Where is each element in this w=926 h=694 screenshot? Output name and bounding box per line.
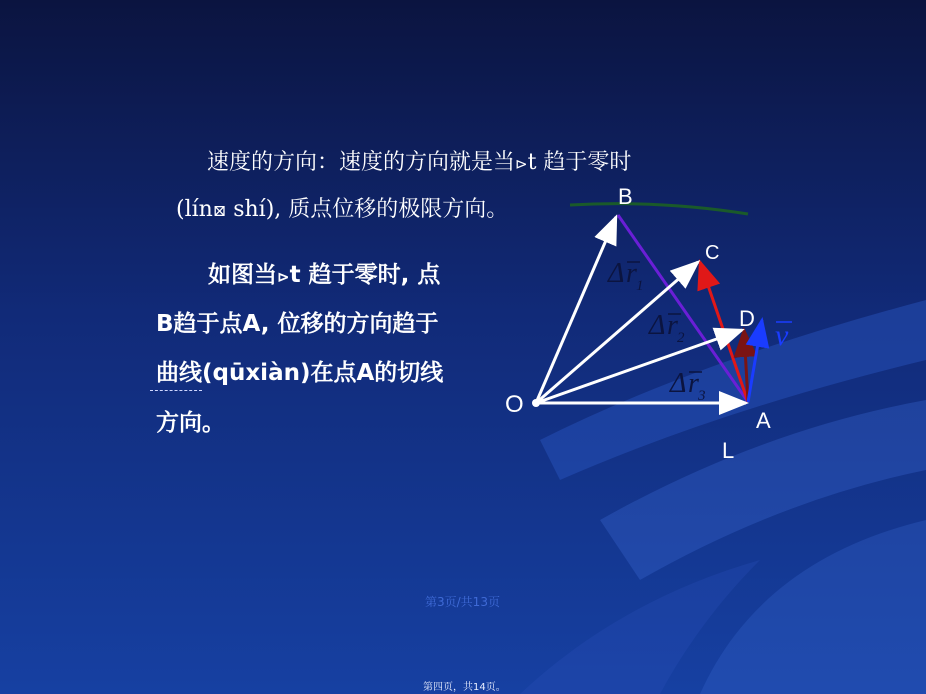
svg-text:r: r <box>688 368 699 399</box>
page-indicator: 第四页，共14页。 <box>423 682 506 693</box>
para2-line2: B趋于点A, 位移的方向趋于 <box>156 311 439 337</box>
svg-text:2: 2 <box>677 330 685 346</box>
svg-text:Δ: Δ <box>608 258 625 289</box>
svg-text:r: r <box>667 310 678 341</box>
svg-text:Δ: Δ <box>670 368 687 399</box>
para1-line1: 速度的方向：速度的方向就是当⊳t 趋于零时 <box>207 150 632 175</box>
label-delta-r1 <box>607 258 644 294</box>
origin-point <box>532 399 540 407</box>
vector-OB <box>536 217 616 403</box>
para2-line1: 如图当⊳t 趋于零时, 点 <box>208 262 441 288</box>
label-B: B <box>618 184 633 209</box>
svg-text:3: 3 <box>698 388 706 404</box>
page-indicator-faint: 第3页/共13页 <box>425 595 500 609</box>
svg-text:Δ: Δ <box>649 310 666 341</box>
label-velocity <box>775 319 792 352</box>
delta-glyph: ⊳ <box>515 155 528 173</box>
para2-line3: 曲线(qūxiàn)在点A的切线 <box>156 360 444 386</box>
label-C: C <box>705 242 720 264</box>
velocity-vector <box>748 320 762 402</box>
label-O: O <box>505 391 524 418</box>
vector-OD <box>536 330 742 403</box>
para1-line2: (lín⊠ shí), 质点位移的极限方向。 <box>176 197 509 222</box>
missing-glyph: ⊠ <box>212 201 227 220</box>
para2-line4: 方向。 <box>156 410 225 436</box>
trajectory-curve <box>570 204 748 214</box>
label-A: A <box>756 408 771 433</box>
label-delta-r3 <box>669 368 706 404</box>
delta-glyph: ⊳ <box>277 268 290 286</box>
svg-text:r: r <box>626 258 637 289</box>
label-L: L <box>722 438 735 463</box>
label-delta-r2 <box>648 310 685 346</box>
svg-text:v: v <box>775 319 789 352</box>
label-D: D <box>739 306 755 331</box>
svg-text:1: 1 <box>636 278 644 294</box>
